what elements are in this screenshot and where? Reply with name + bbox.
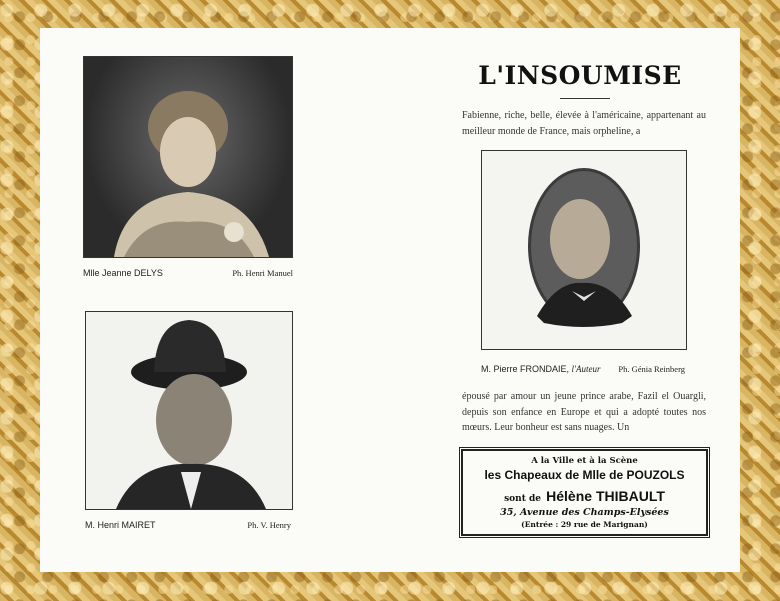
- portrait-man-hat-image: [86, 312, 292, 509]
- intro-paragraph: Fabienne, riche, belle, élevée à l'américaine, appartenant au meilleur monde de France, mais orpheline, a: [462, 110, 706, 137]
- ad-entrance: (Entrée : 29 rue de Marignan): [521, 520, 648, 529]
- ad-line-3: [463, 486, 706, 505]
- photo-jeanne-delys: [83, 56, 293, 258]
- ad-line-1: A la Ville et à la Scène: [531, 456, 638, 466]
- portrait-author-oval-image: [482, 151, 686, 349]
- photo-henri-mairet: [85, 311, 293, 510]
- caption-henri-mairet: [85, 520, 291, 530]
- ad-address: 35, Avenue des Champs-Elysées: [500, 507, 669, 518]
- caption-pierre-frondaie: [481, 364, 685, 374]
- continued-paragraph: épousé par amour un jeune prince arabe, Fazil el Ouargli, depuis son enfance en Europe et qui a adopté toutes nos mœurs. Leur bonheur est sans nuages. Un: [462, 391, 706, 433]
- caption-credit: Ph. Génia Reinberg: [618, 364, 685, 374]
- hat-advertisement: [461, 449, 708, 536]
- program-page: [40, 28, 740, 572]
- portrait-woman-image: [84, 57, 292, 257]
- title-divider: [560, 98, 610, 99]
- caption-credit: Ph. Henri Manuel: [232, 268, 293, 278]
- caption-name: M. Henri MAIRET: [85, 520, 156, 530]
- caption-credit: Ph. V. Henry: [247, 520, 291, 530]
- ad-line-3-prefix: sont de: [504, 494, 542, 504]
- photo-pierre-frondaie: [481, 150, 687, 350]
- page-title: L'INSOUMISE: [478, 61, 682, 90]
- caption-name: M. Pierre FRONDAIE,: [481, 364, 570, 374]
- caption-name: Mlle Jeanne DELYS: [83, 268, 163, 278]
- ad-line-3-name: Hélène THIBAULT: [546, 488, 665, 504]
- ad-line-2: les Chapeaux de Mlle de POUZOLS: [484, 468, 685, 482]
- caption-role: l'Auteur: [571, 364, 601, 374]
- caption-jeanne-delys: [83, 268, 293, 278]
